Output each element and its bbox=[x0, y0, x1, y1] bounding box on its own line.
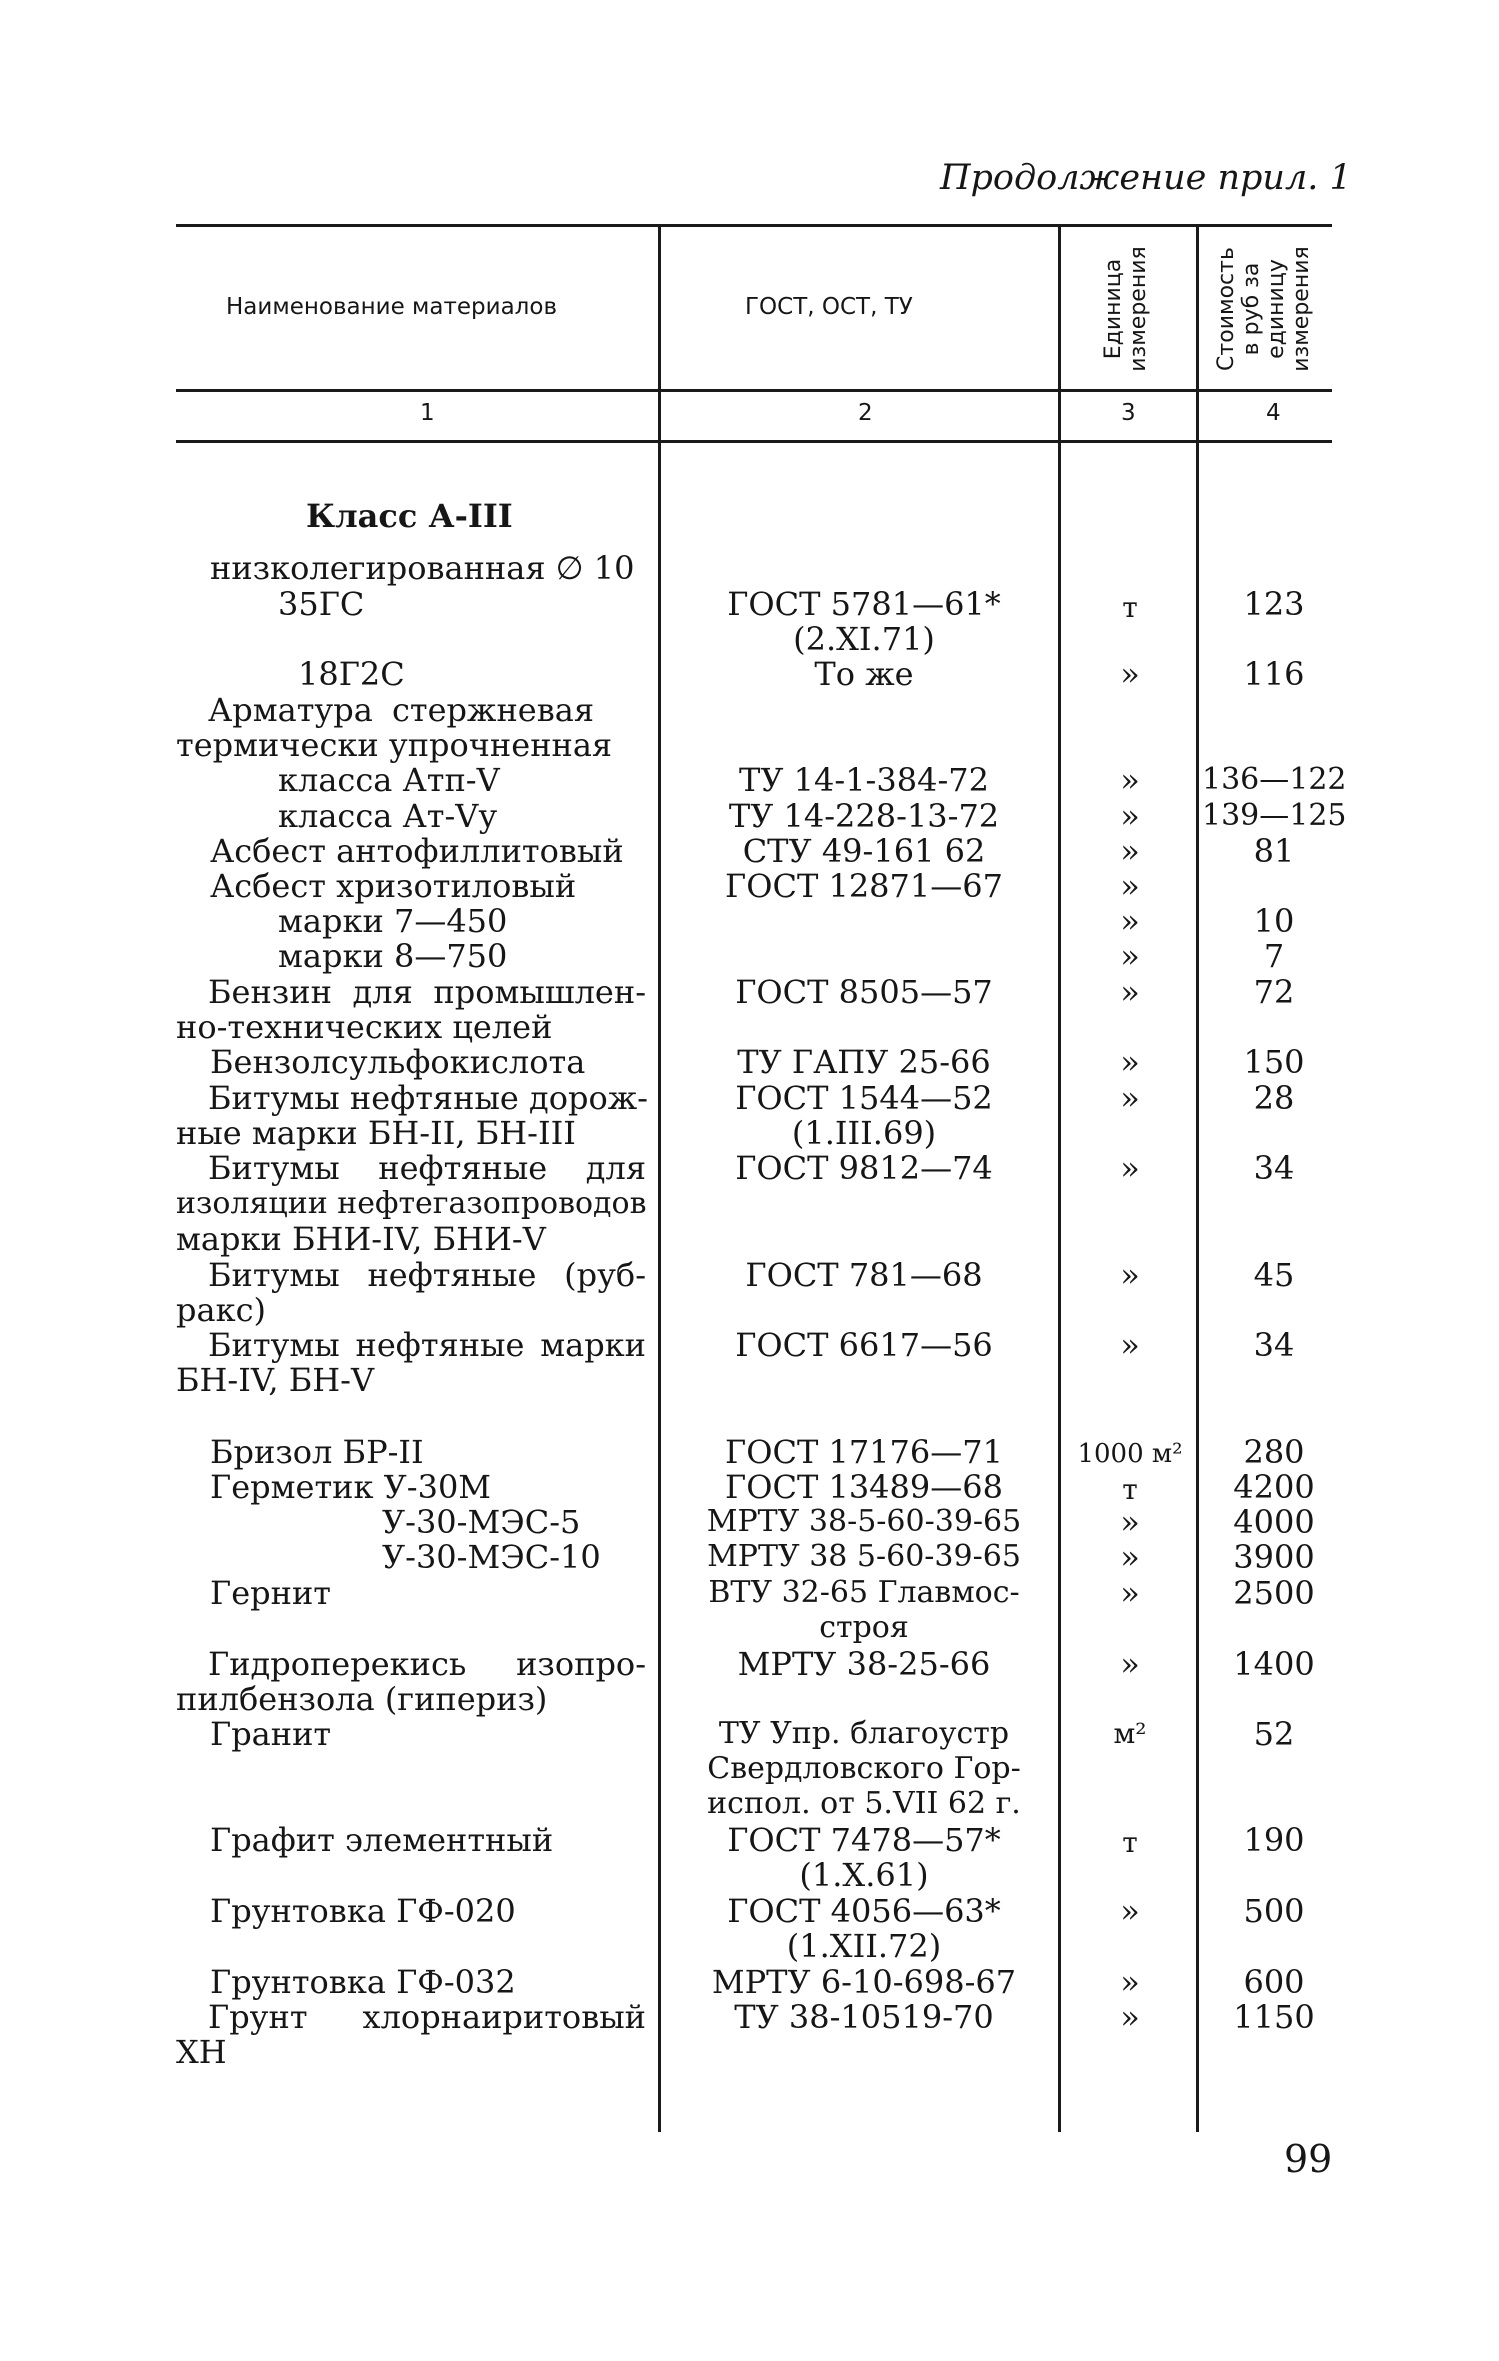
material-line bbox=[208, 1257, 646, 1293]
gost-line: ТУ 38-10519-70 bbox=[734, 1998, 994, 2036]
cost-cell: 2500 bbox=[1233, 1574, 1315, 1612]
material-line: 18Г2С bbox=[298, 655, 405, 693]
header-bottom-rule bbox=[176, 389, 1332, 392]
material-line: но-технических целей bbox=[176, 1008, 553, 1046]
gost-line: (1.X.61) bbox=[799, 1856, 929, 1894]
material-line: У-30-МЭС-5 bbox=[382, 1503, 581, 1541]
unit-cell: » bbox=[1120, 937, 1140, 975]
material-line: ные марки БН-II, БН-III bbox=[176, 1114, 576, 1152]
column-divider-1 bbox=[658, 226, 661, 2132]
column-header-name: Наименование материалов bbox=[226, 294, 558, 320]
gost-line: строя bbox=[819, 1610, 909, 1645]
unit-cell: » bbox=[1120, 761, 1140, 799]
column-header-standard: ГОСТ, ОСТ, ТУ bbox=[745, 294, 913, 320]
gost-line: ГОСТ 4056—63* bbox=[727, 1892, 1001, 1930]
unit-cell: т bbox=[1122, 591, 1138, 624]
unit-header-line2: измерения bbox=[1126, 246, 1151, 372]
unit-cell: » bbox=[1120, 867, 1140, 905]
material-line bbox=[208, 1999, 646, 2035]
class-subheading: Класс А-III bbox=[306, 497, 513, 535]
unit-cell: 1000 м² bbox=[1077, 1439, 1183, 1469]
unit-cell: » bbox=[1120, 1256, 1140, 1294]
cost-cell: 139—125 bbox=[1202, 798, 1347, 833]
gost-line: ГОСТ 8505—57 bbox=[735, 973, 993, 1011]
gost-line: МРТУ 38 5-60-39-65 bbox=[707, 1539, 1021, 1574]
column-header-unit bbox=[1101, 231, 1151, 387]
unit-cell: » bbox=[1120, 1645, 1140, 1683]
material-line: изоляции нефтегазопроводов bbox=[176, 1186, 647, 1221]
cost-cell: 52 bbox=[1253, 1715, 1295, 1753]
column-number-2: 2 bbox=[858, 400, 873, 426]
material-line: ХН bbox=[176, 2033, 227, 2071]
unit-cell: т bbox=[1122, 1826, 1138, 1859]
column-header-cost bbox=[1214, 229, 1316, 389]
unit-cell: » bbox=[1120, 1326, 1140, 1364]
cost-cell: 4200 bbox=[1233, 1468, 1315, 1506]
cost-cell: 136—122 bbox=[1202, 762, 1347, 797]
cost-cell: 500 bbox=[1243, 1892, 1305, 1930]
cost-cell: 600 bbox=[1243, 1963, 1305, 2001]
material-line: Асбест антофиллитовый bbox=[210, 832, 624, 870]
cost-cell: 81 bbox=[1253, 832, 1295, 870]
material-text: Бензин для промышлен- bbox=[208, 973, 646, 1011]
unit-cell: » bbox=[1120, 973, 1140, 1011]
material-line: БН-IV, БН-V bbox=[176, 1361, 375, 1399]
material-line bbox=[208, 1080, 646, 1116]
unit-cell: » bbox=[1120, 1574, 1140, 1612]
gost-line: ГОСТ 1544—52 bbox=[735, 1079, 993, 1117]
continuation-header: Продолжение прил. 1 bbox=[940, 158, 1352, 198]
gost-line: ВТУ 32-65 Главмос- bbox=[708, 1575, 1020, 1610]
material-line: класса Атп-V bbox=[278, 761, 500, 799]
unit-cell: » bbox=[1120, 1043, 1140, 1081]
cost-header-line2: в руб за bbox=[1239, 262, 1264, 356]
material-line: пилбензола (гипериз) bbox=[176, 1680, 548, 1718]
material-line: Герметик У-30М bbox=[210, 1468, 492, 1506]
cost-cell: 280 bbox=[1243, 1433, 1305, 1471]
gost-line: МРТУ 38-5-60-39-65 bbox=[706, 1504, 1022, 1539]
material-line: марки 7—450 bbox=[278, 902, 508, 940]
gost-line: (1.III.69) bbox=[791, 1114, 937, 1152]
cost-cell: 34 bbox=[1253, 1149, 1295, 1187]
gost-line: (2.XI.71) bbox=[793, 620, 935, 658]
column-number-3: 3 bbox=[1121, 400, 1136, 426]
cost-cell: 116 bbox=[1243, 655, 1305, 693]
gost-line: Свердловского Гор- bbox=[707, 1751, 1021, 1786]
column-numbers-rule bbox=[176, 440, 1332, 443]
unit-cell: » bbox=[1120, 1998, 1140, 2036]
unit-cell: » bbox=[1120, 797, 1140, 835]
gost-line: СТУ 49-161 62 bbox=[742, 832, 986, 870]
material-text: Гидроперекись изопро- bbox=[208, 1645, 646, 1683]
material-line bbox=[208, 974, 646, 1010]
material-line bbox=[208, 1646, 646, 1682]
cost-cell: 150 bbox=[1243, 1043, 1305, 1081]
cost-cell: 72 bbox=[1253, 973, 1295, 1011]
material-line: термически упрочненная bbox=[176, 726, 613, 764]
gost-line: ТУ 14-1-384-72 bbox=[739, 761, 989, 799]
material-line: марки БНИ-IV, БНИ-V bbox=[176, 1220, 546, 1258]
unit-cell: » bbox=[1120, 655, 1140, 693]
gost-line: ГОСТ 7478—57* bbox=[727, 1821, 1001, 1859]
material-text: Битумы нефтяные дорож- bbox=[208, 1079, 648, 1117]
material-line bbox=[208, 692, 594, 728]
gost-line: ГОСТ 13489—68 bbox=[725, 1468, 1003, 1506]
unit-cell: » bbox=[1120, 1149, 1140, 1187]
material-text: Битумы нефтяные марки bbox=[208, 1326, 646, 1364]
cost-cell: 3900 bbox=[1233, 1538, 1315, 1576]
material-line: Гернит bbox=[210, 1574, 331, 1612]
material-line: Грунтовка ГФ-020 bbox=[210, 1892, 516, 1930]
gost-line: ГОСТ 781—68 bbox=[745, 1256, 983, 1294]
gost-line: МРТУ 6-10-698-67 bbox=[711, 1963, 1017, 2001]
material-line: У-30-МЭС-10 bbox=[382, 1538, 601, 1576]
unit-cell: » bbox=[1120, 832, 1140, 870]
gost-line: ГОСТ 12871—67 bbox=[725, 867, 1003, 905]
material-line: Асбест хризотиловый bbox=[210, 867, 577, 905]
cost-header-line3: единицу bbox=[1264, 259, 1289, 359]
cost-cell: 190 bbox=[1243, 1821, 1305, 1859]
material-line: 35ГС bbox=[278, 585, 365, 623]
cost-header-line4: измерения bbox=[1289, 246, 1314, 372]
gost-line: ГОСТ 5781—61* bbox=[727, 585, 1001, 623]
unit-cell: » bbox=[1120, 1892, 1140, 1930]
material-text: Грунт хлорнаиритовый bbox=[208, 1998, 646, 2036]
material-text: Битумы нефтяные (руб- bbox=[208, 1256, 646, 1294]
unit-cell: » bbox=[1120, 1538, 1140, 1576]
material-line: Грунтовка ГФ-032 bbox=[210, 1963, 516, 2001]
cost-cell: 34 bbox=[1253, 1326, 1295, 1364]
gost-line: МРТУ 38-25-66 bbox=[737, 1645, 991, 1683]
material-line: Бризол БР-II bbox=[210, 1433, 424, 1471]
material-line: Бензолсульфокислота bbox=[210, 1043, 586, 1081]
gost-line: ГОСТ 6617—56 bbox=[735, 1326, 993, 1364]
material-line bbox=[210, 550, 634, 586]
unit-cell: » bbox=[1120, 1963, 1140, 2001]
material-line: Гранит bbox=[210, 1715, 332, 1753]
material-line: марки 8—750 bbox=[278, 937, 508, 975]
cost-cell: 123 bbox=[1243, 585, 1305, 623]
material-line: класса Ат-Vу bbox=[278, 797, 498, 835]
page-number: 99 bbox=[1284, 2137, 1333, 2181]
gost-line: ТУ ГАПУ 25-66 bbox=[737, 1043, 991, 1081]
material-line: ракс) bbox=[176, 1291, 266, 1329]
unit-cell: » bbox=[1120, 902, 1140, 940]
cost-cell: 7 bbox=[1263, 937, 1285, 975]
gost-line: испол. от 5.VII 62 г. bbox=[707, 1786, 1021, 1821]
gost-line: (1.XII.72) bbox=[786, 1927, 942, 1965]
unit-cell: т bbox=[1122, 1473, 1138, 1506]
material-text: Битумы нефтяные для bbox=[208, 1149, 646, 1187]
cost-header-line1: Стоимость bbox=[1214, 247, 1239, 371]
unit-cell: » bbox=[1120, 1503, 1140, 1541]
material-text: низколегированная ∅ 10 bbox=[210, 549, 635, 587]
cost-cell: 45 bbox=[1253, 1256, 1295, 1294]
column-number-1: 1 bbox=[420, 400, 435, 426]
gost-line: То же bbox=[814, 655, 914, 693]
material-line: Графит элементный bbox=[210, 1821, 554, 1859]
table-top-rule bbox=[176, 224, 1332, 227]
cost-cell: 4000 bbox=[1233, 1503, 1315, 1541]
column-number-4: 4 bbox=[1266, 400, 1281, 426]
material-line bbox=[208, 1327, 646, 1363]
material-text: Арматура стержневая bbox=[208, 691, 594, 729]
cost-cell: 1400 bbox=[1233, 1645, 1315, 1683]
gost-line: ГОСТ 17176—71 bbox=[725, 1433, 1003, 1471]
gost-line: ГОСТ 9812—74 bbox=[735, 1149, 993, 1187]
unit-cell: » bbox=[1120, 1079, 1140, 1117]
material-line bbox=[208, 1150, 646, 1186]
gost-line: ТУ Упр. благоустр bbox=[718, 1716, 1010, 1751]
unit-cell: м² bbox=[1113, 1717, 1147, 1750]
cost-cell: 10 bbox=[1253, 902, 1295, 940]
cost-cell: 1150 bbox=[1233, 1998, 1315, 2036]
unit-header-line1: Единица bbox=[1101, 258, 1126, 360]
gost-line: ТУ 14-228-13-72 bbox=[728, 797, 1000, 835]
cost-cell: 28 bbox=[1253, 1079, 1295, 1117]
